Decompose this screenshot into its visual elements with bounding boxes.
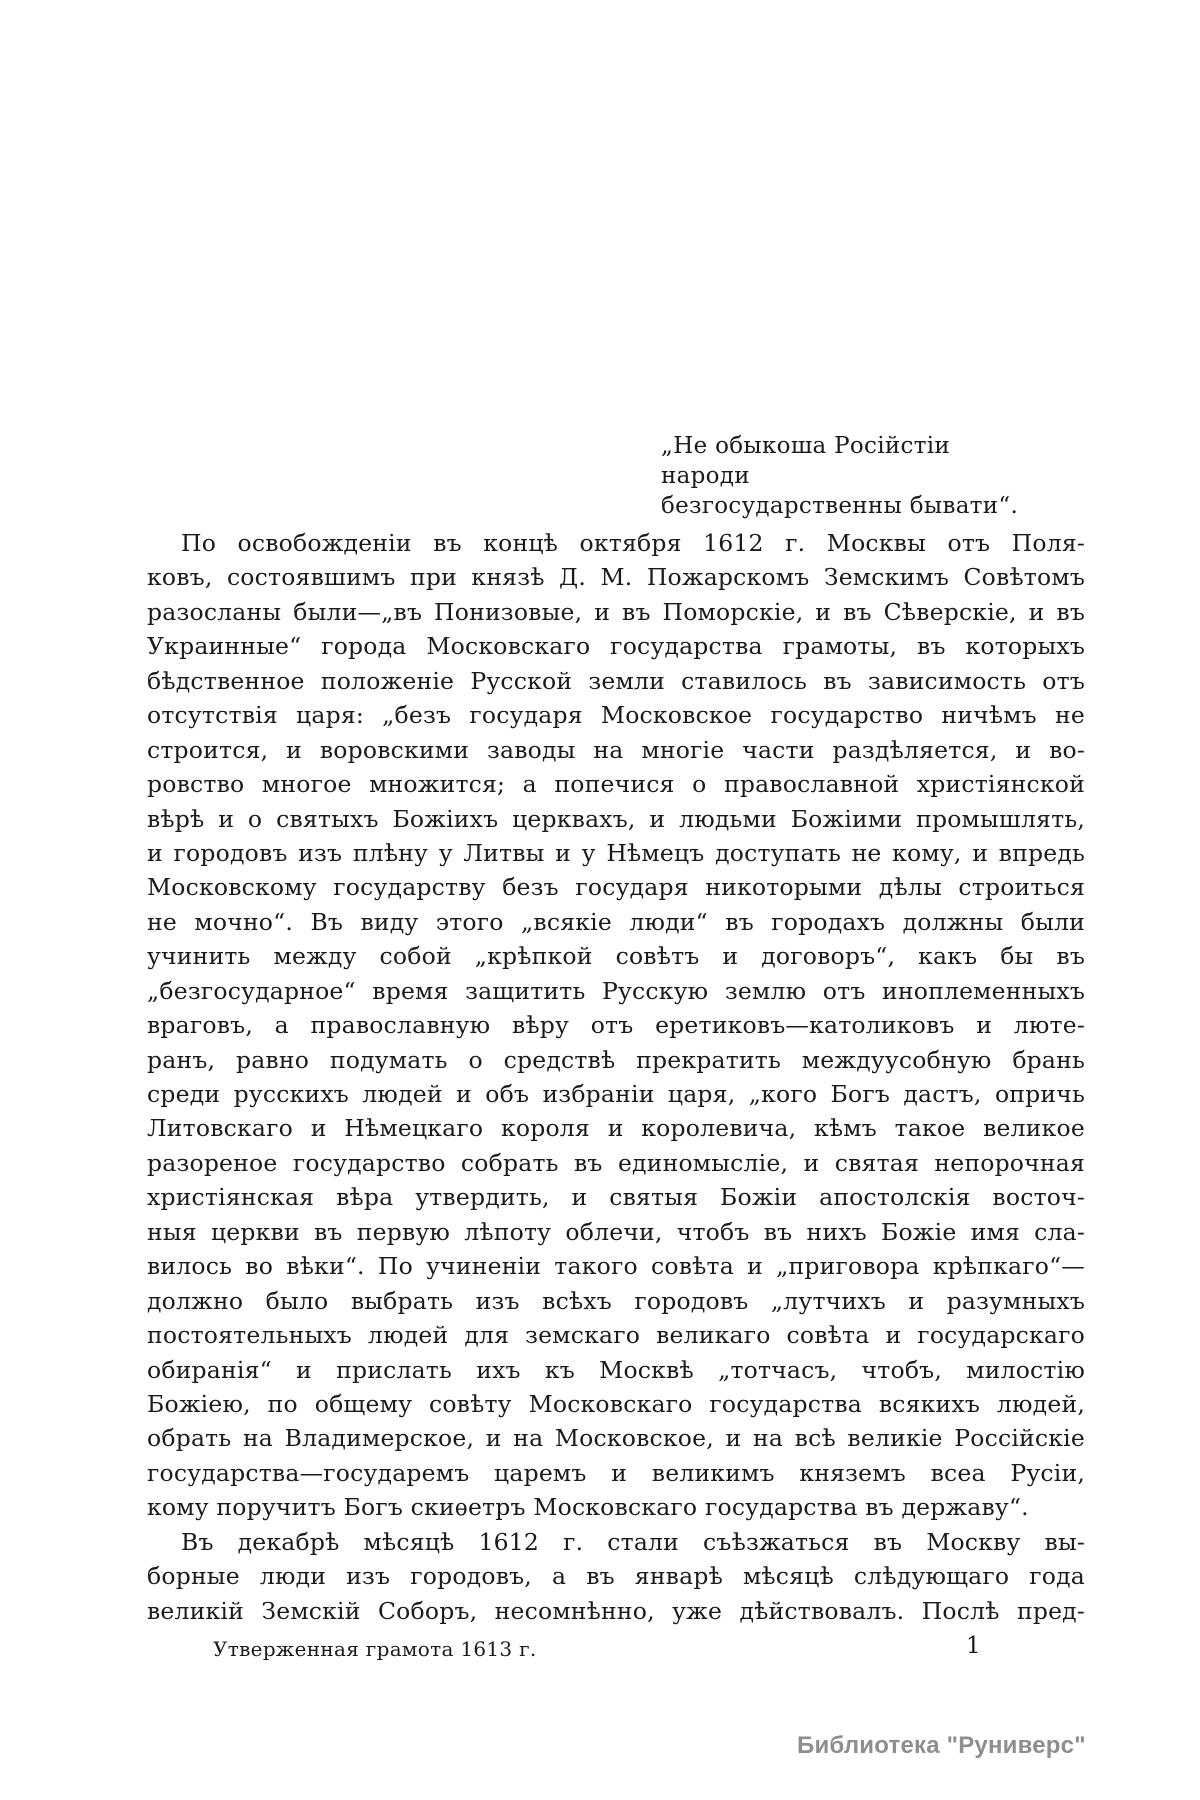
body-line: По освобожденіи въ концѣ октября 1612 г. Москвы отъ Поля- (181, 529, 1085, 557)
body-line: вилось во вѣки“. По учиненіи такого совѣта и „приговора крѣпкаго“— (147, 1252, 1085, 1281)
body-text (147, 526, 1085, 1628)
body-line: Московскому государству безъ государя никоторыми дѣлы строиться (147, 873, 1085, 902)
body-line: враговъ, а православную вѣру отъ еретиковъ—католиковъ и люте- (147, 1011, 1085, 1040)
body-line: христіянская вѣра утвердить, и святыя Божіи апостолскія восточ- (147, 1183, 1085, 1212)
body-line: борные люди изъ городовъ, а въ январѣ мѣсяцѣ слѣдующаго года (147, 1562, 1085, 1591)
body-line: Въ декабрѣ мѣсяцѣ 1612 г. стали съѣзжаться въ Москву вы- (181, 1527, 1085, 1556)
body-line: обрать на Владимерское, и на Московское, и на всѣ великіе Россійскіе (147, 1424, 1085, 1453)
body-line: и городовъ изъ плѣну у Литвы и у Нѣмецъ доступать не кому, и впредь (147, 838, 1085, 867)
body-line: отсутствія царя: „безъ государя Московское государство ничѣмъ не (147, 701, 1085, 730)
body-line: Божіею, по общему совѣту Московскаго государства всякихъ людей, (147, 1389, 1085, 1418)
body-line: постоятельныхъ людей для земскаго великаго совѣта и государскаго (147, 1321, 1085, 1350)
body-line: ровство многое множится; а попечися о православной христіянской (147, 770, 1085, 799)
body-line: ковъ, состоявшимъ при князѣ Д. М. Пожарскомъ Земскимъ Совѣтомъ (147, 563, 1085, 592)
body-line: обиранія“ и прислать ихъ къ Москвѣ „тотчасъ, чтобъ, милостію (147, 1355, 1085, 1384)
body-line: кому поручитъ Богъ скиѳетръ Московскаго государства въ державу“. (147, 1493, 1029, 1522)
page-number: 1 (966, 1633, 981, 1659)
body-line: государства—государемъ царемъ и великимъ княземъ всеа Русіи, (147, 1458, 1085, 1487)
library-watermark: Библиотека "Руниверс" (797, 1732, 1086, 1759)
footer-running-title: Утверженная грамота 1613 г. (213, 1637, 537, 1661)
body-line: учинить между собой „крѣпкой совѣтъ и договоръ“, какъ бы въ (147, 942, 1085, 971)
body-line: среди русскихъ людей и объ избраніи царя, „кого Богъ дастъ, опричь (147, 1080, 1085, 1108)
body-line: строится, и воровскими заводы на многіе части раздѣляется, и во- (147, 735, 1085, 764)
body-line: разореное государство собрать въ единомысліе, и святая непорочная (147, 1148, 1085, 1177)
body-line: ранъ, равно подумать о средствѣ прекратить междуусобную брань (147, 1045, 1085, 1074)
body-line: разосланы были—„въ Понизовые, и въ Поморскіе, и въ Сѣверскіе, и въ (147, 597, 1085, 626)
body-line: великій Земскій Соборъ, несомнѣнно, уже дѣйствовалъ. Послѣ пред- (147, 1596, 1085, 1625)
epigraph-line: безгосударственны бывати“. (661, 493, 1019, 519)
body-line: ныя церкви въ первую лѣпоту облечи, чтобъ въ нихъ Божіе имя сла- (147, 1217, 1085, 1246)
epigraph (661, 431, 1021, 521)
body-line: бѣдственное положеніе Русской земли ставилось въ зависимость отъ (147, 666, 1085, 695)
body-line: вѣрѣ и о святыхъ Божіихъ церквахъ, и людьми Божіими промышлять, (147, 804, 1085, 833)
body-line: Украинные“ города Московскаго государства грамоты, въ которыхъ (147, 632, 1085, 661)
body-line: Литовскаго и Нѣмецкаго короля и королевича, кѣмъ такое великое (147, 1114, 1085, 1143)
body-line: „безгосударное“ время защитить Русскую землю отъ иноплеменныхъ (147, 976, 1085, 1005)
body-line: не мочно“. Въ виду этого „всякіе люди“ въ городахъ должны были (147, 907, 1085, 936)
epigraph-line: „Не обыкоша Російстіи народи (661, 433, 951, 489)
body-line: должно было выбрать изъ всѣхъ городовъ „лутчихъ и разумныхъ (147, 1286, 1085, 1315)
